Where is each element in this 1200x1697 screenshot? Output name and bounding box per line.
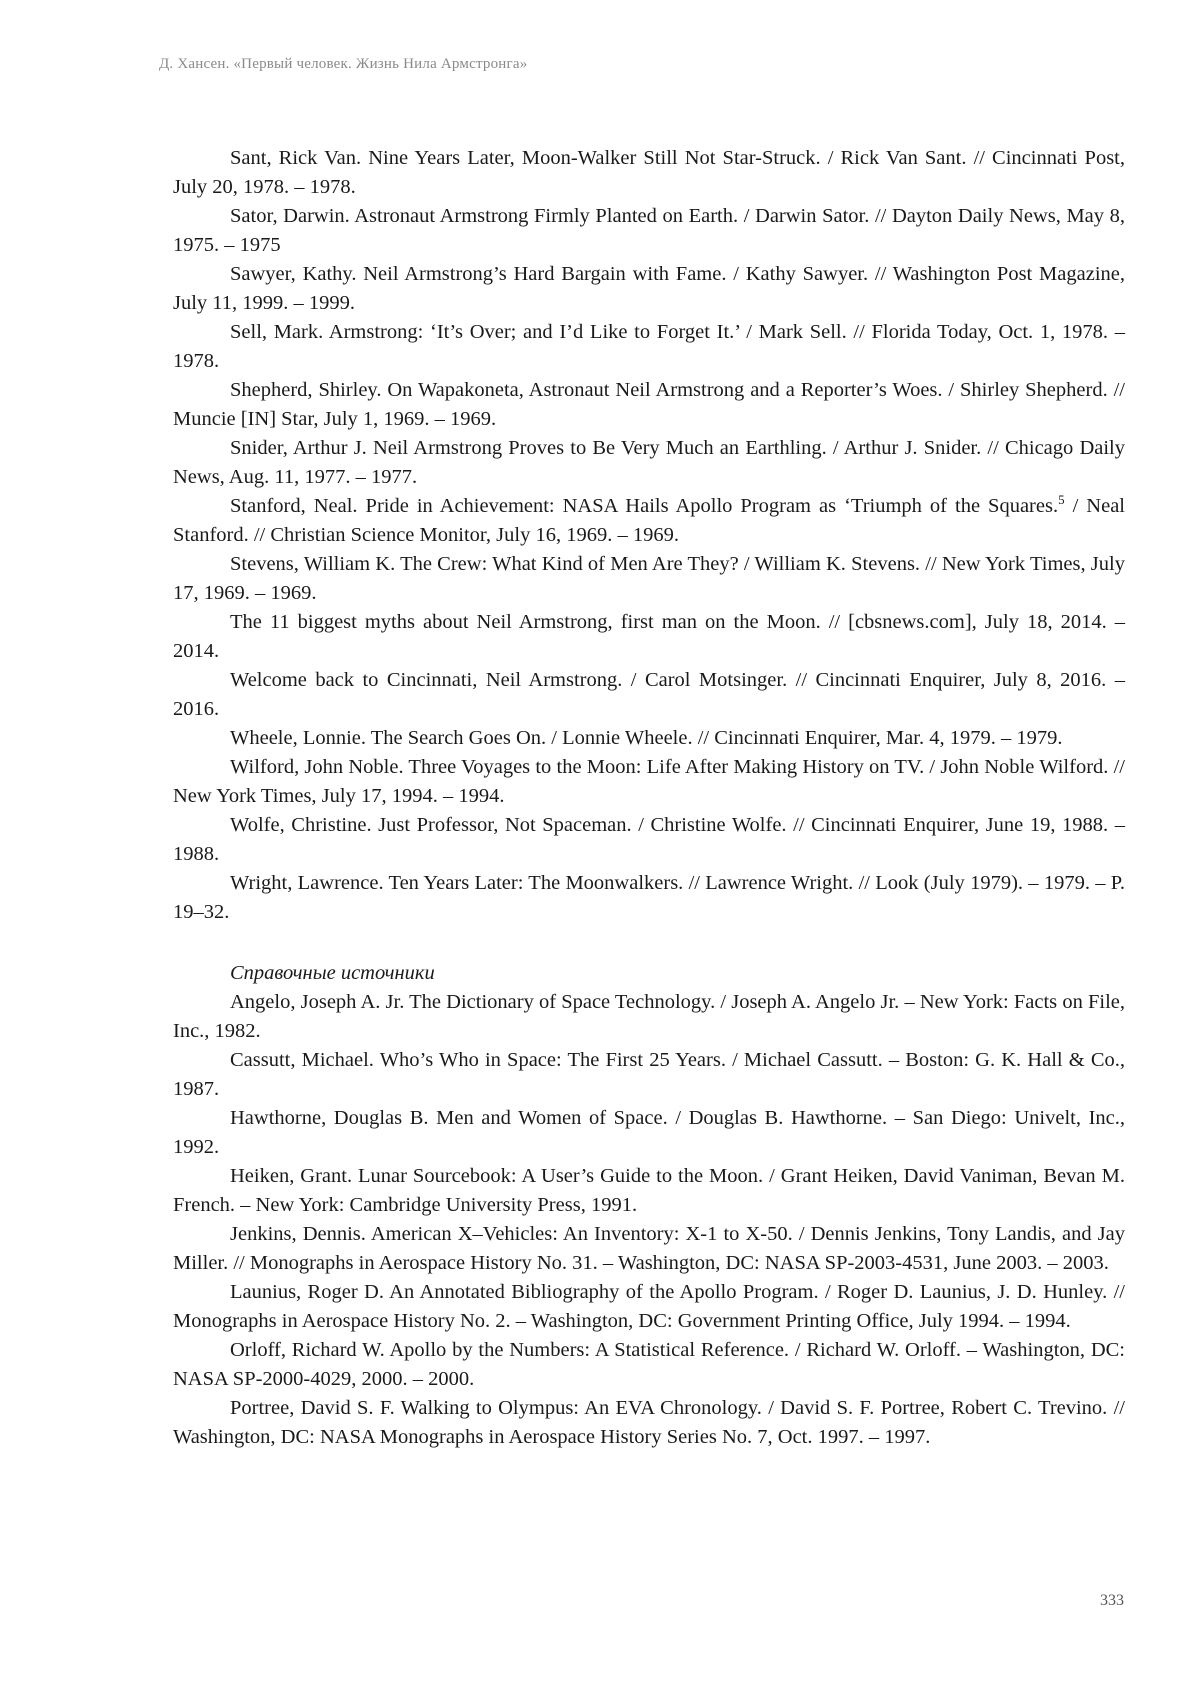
bibliography-entry: Wilford, John Noble. Three Voyages to the Moon: Life After Making History on TV. / John Noble Wilford. // New York Times, July 17, 1994. – 1994. <box>173 756 1125 807</box>
bibliography-entry: Wolfe, Christine. Just Professor, Not Spaceman. / Christine Wolfe. // Cincinnati Enquirer, June 19, 1988. – 1988. <box>173 814 1125 865</box>
running-header: Д. Хансен. «Первый человек. Жизнь Нила Армстронга» <box>159 56 528 72</box>
section-spacer <box>173 927 1125 959</box>
entry-text: Stanford, Neal. Pride in Achievement: NASA Hails Apollo Program as ‘Triumph of the Squares. <box>230 495 1059 517</box>
reference-entry: Orloff, Richard W. Apollo by the Numbers: A Statistical Reference. / Richard W. Orloff. – Washington, DC: NASA SP-2000-4029, 2000. – 2000. <box>173 1339 1125 1390</box>
reference-entry: Cassutt, Michael. Who’s Who in Space: The First 25 Years. / Michael Cassutt. – Boston: G. K. Hall & Co., 1987. <box>173 1049 1125 1100</box>
reference-entry: Hawthorne, Douglas B. Men and Women of Space. / Douglas B. Hawthorne. – San Diego: Univelt, Inc., 1992. <box>173 1107 1125 1158</box>
bibliography-entry: Sant, Rick Van. Nine Years Later, Moon-Walker Still Not Star-Struck. / Rick Van Sant. // Cincinnati Post, July 20, 1978. – 1978. <box>173 147 1125 198</box>
reference-entry: Jenkins, Dennis. American X–Vehicles: An Inventory: X-1 to X-50. / Dennis Jenkins, Tony Landis, and Jay Miller. // Monographs in Aerospace History No. 31. – Washington, DC: NASA SP-2003-4531, June 2003. – 2003. <box>173 1223 1125 1274</box>
page-number: 333 <box>1100 1592 1124 1609</box>
bibliography-entry: Shepherd, Shirley. On Wapakoneta, Astronaut Neil Armstrong and a Reporter’s Woes. / Shirley Shepherd. // Muncie [IN] Star, July 1, 1969. – 1969. <box>173 379 1125 430</box>
reference-entry: Heiken, Grant. Lunar Sourcebook: A User’s Guide to the Moon. / Grant Heiken, David Vaniman, Bevan M. French. – New York: Cambridge University Press, 1991. <box>173 1165 1125 1216</box>
bibliography-entry: Wright, Lawrence. Ten Years Later: The Moonwalkers. // Lawrence Wright. // Look (July 1979). – 1979. – P. 19–32. <box>173 872 1125 923</box>
bibliography-entry: Sawyer, Kathy. Neil Armstrong’s Hard Bargain with Fame. / Kathy Sawyer. // Washington Post Magazine, July 11, 1999. – 1999. <box>173 263 1125 314</box>
entry-text: / Neal Stanford. // Christian Science Monitor, July 16, 1969. – 1969. <box>173 495 1125 546</box>
bibliography-content <box>173 144 1125 1452</box>
bibliography-entry: Welcome back to Cincinnati, Neil Armstrong. / Carol Motsinger. // Cincinnati Enquirer, July 8, 2016. – 2016. <box>173 669 1125 720</box>
bibliography-entry: Wheele, Lonnie. The Search Goes On. / Lonnie Wheele. // Cincinnati Enquirer, Mar. 4, 1979. – 1979. <box>230 727 1063 749</box>
bibliography-entry: Stevens, William K. The Crew: What Kind of Men Are They? / William K. Stevens. // New York Times, July 17, 1969. – 1969. <box>173 553 1125 604</box>
bibliography-entry: Sell, Mark. Armstrong: ‘It’s Over; and I’d Like to Forget It.’ / Mark Sell. // Florida Today, Oct. 1, 1978. – 1978. <box>173 321 1125 372</box>
reference-entry: Angelo, Joseph A. Jr. The Dictionary of Space Technology. / Joseph A. Angelo Jr. – New York: Facts on File, Inc., 1982. <box>173 991 1125 1042</box>
footnote-marker: 5 <box>1058 492 1065 508</box>
bibliography-entry-stanford <box>173 492 1125 550</box>
bibliography-entry: The 11 biggest myths about Neil Armstrong, first man on the Moon. // [cbsnews.com], July 18, 2014. – 2014. <box>173 611 1125 662</box>
reference-entry: Portree, David S. F. Walking to Olympus: An EVA Chronology. / David S. F. Portree, Robert C. Trevino. // Washington, DC: NASA Monographs in Aerospace History Series No. 7, Oct. 1997. – 1997. <box>173 1397 1125 1448</box>
bibliography-entry: Sator, Darwin. Astronaut Armstrong Firmly Planted on Earth. / Darwin Sator. // Dayton Daily News, May 8, 1975. – 1975 <box>173 205 1125 256</box>
section-heading: Справочные источники <box>230 962 435 984</box>
bibliography-entry: Snider, Arthur J. Neil Armstrong Proves to Be Very Much an Earthling. / Arthur J. Snider. // Chicago Daily News, Aug. 11, 1977. – 1977. <box>173 437 1125 488</box>
reference-entry: Launius, Roger D. An Annotated Bibliography of the Apollo Program. / Roger D. Launius, J. D. Hunley. // Monographs in Aerospace History No. 2. – Washington, DC: Government Printing Office, July 1994. – 1994. <box>173 1281 1125 1332</box>
